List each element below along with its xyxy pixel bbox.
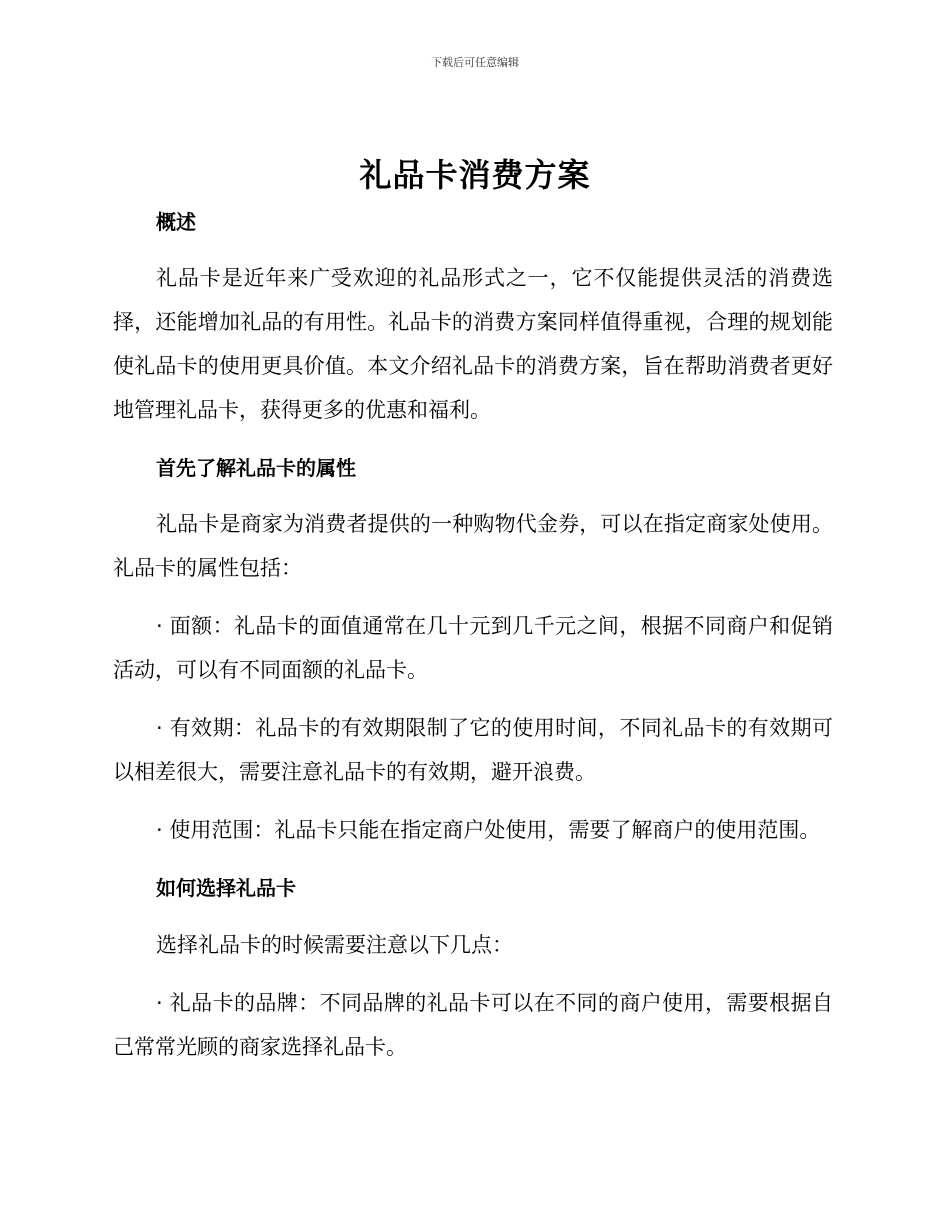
attributes-intro-paragraph: 礼品卡是商家为消费者提供的一种购物代金券，可以在指定商家处使用。礼品卡的属性包括： xyxy=(113,512,833,580)
document-body xyxy=(113,200,833,1069)
section-heading-overview: 概述 xyxy=(156,210,196,234)
page-header-note: 下载后可任意编辑 xyxy=(431,56,519,69)
document-title: 礼品卡消费方案 xyxy=(359,156,591,194)
selection-brand-item: · 礼品卡的品牌：不同品牌的礼品卡可以在不同的商户使用，需要根据自己常常光顾的商家选择礼品卡。 xyxy=(113,991,833,1059)
overview-paragraph: 礼品卡是近年来广受欢迎的礼品形式之一，它不仅能提供灵活的消费选择，还能增加礼品的有用性。礼品卡的消费方案同样值得重视，合理的规划能使礼品卡的使用更具价值。本文介绍礼品卡的消费方案，旨在帮助消费者更好地管理礼品卡，获得更多的优惠和福利。 xyxy=(113,266,833,422)
attribute-scope-item: · 使用范围：礼品卡只能在指定商户处使用，需要了解商户的使用范围。 xyxy=(156,818,821,842)
attribute-face-value-item: · 面额：礼品卡的面值通常在几十元到几千元之间，根据不同商户和促销活动，可以有不同面额的礼品卡。 xyxy=(113,614,833,682)
section-heading-attributes: 首先了解礼品卡的属性 xyxy=(156,456,356,480)
selection-intro-paragraph: 选择礼品卡的时候需要注意以下几点： xyxy=(156,933,513,957)
section-heading-selection: 如何选择礼品卡 xyxy=(156,876,296,900)
attribute-validity-item: · 有效期：礼品卡的有效期限制了它的使用时间，不同礼品卡的有效期可以相差很大，需要注意礼品卡的有效期，避开浪费。 xyxy=(113,716,833,784)
